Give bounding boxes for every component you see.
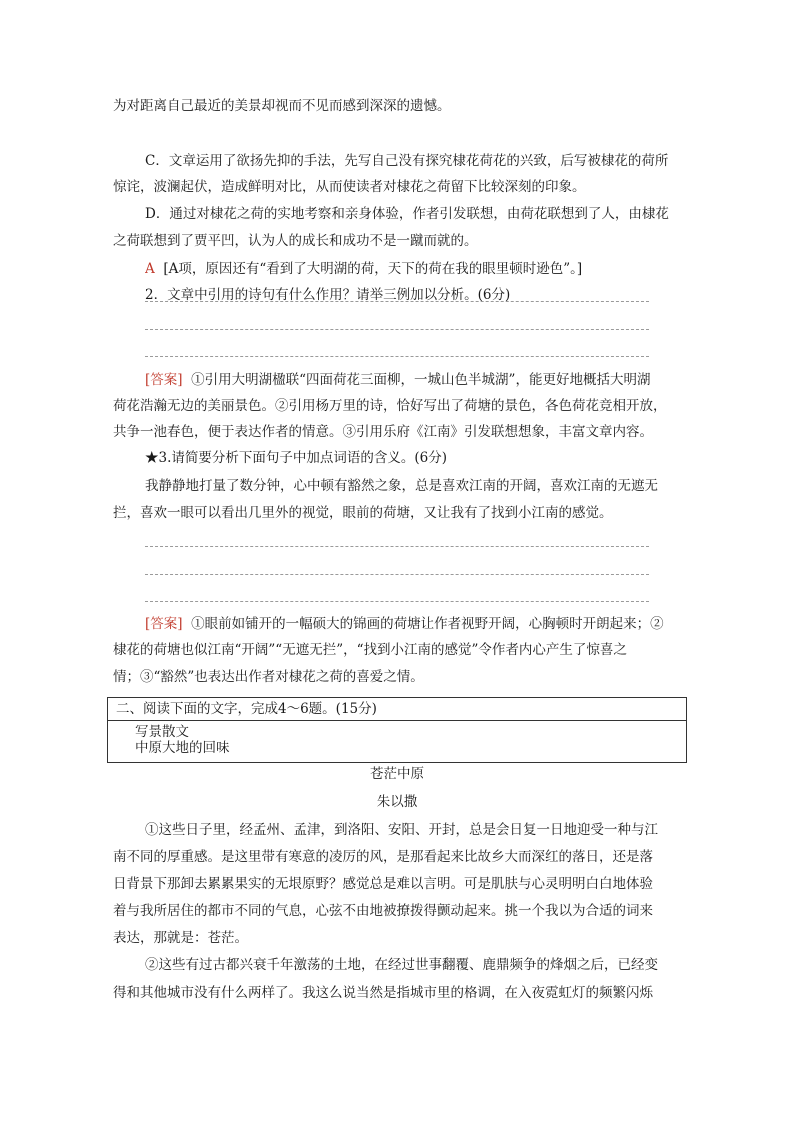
option-c-line1: C．文章运用了欲扬先抑的手法，先写自己没有探究棣花荷花的兴致，后写被棣花的荷所	[145, 153, 669, 169]
option-c-line2: 惊诧，波澜起伏，造成鲜明对比，从而使读者对棣花之荷留下比较深刻的印象。	[113, 179, 586, 195]
q2-prompt: 2．文章中引用的诗句有什么作用？请举三例加以分析。(6分)	[145, 287, 511, 303]
answer-explanation: [A项，原因还有“看到了大明湖的荷，天下的荷在我的眼里顿时逊色”。]	[163, 261, 583, 277]
q2-answer-line2: 荷花浩瀚无边的美丽景色。②引用杨万里的诗，恰好写出了荷塘的景色，各色荷花竞相开放，	[113, 398, 667, 414]
paragraph1-line3: 日背景下那卸去累累果实的无垠原野？感觉总是难以言明。可是肌肤与心灵明明白白地体验	[113, 876, 653, 892]
q3-prompt: ★3.请简要分析下面句子中加点词语的含义。(6分)	[145, 450, 448, 466]
q2-answer-line3: 共争一池春色，便于表达作者的情意。③引用乐府《江南》引发联想想象，丰富文章内容。	[113, 424, 653, 440]
answer-blank-line	[145, 356, 649, 357]
q3-quote-line1: 我静静地打量了数分钟，心中顿有豁然之象，总是喜欢江南的开阔，喜欢江南的无遮无	[145, 478, 658, 494]
q2-answer-line1	[145, 370, 685, 390]
section-theme: 中原大地的回味	[135, 740, 230, 756]
answer-blank-line	[145, 546, 649, 547]
q3-quote-line2: 拦，喜欢一眼可以看出几里外的视觉，眼前的荷塘，又让我有了找到小江南的感觉。	[113, 505, 613, 521]
q3-answer-line1	[145, 614, 685, 634]
answer-blank-line	[145, 574, 649, 575]
article-title: 苍茫中原	[370, 766, 424, 782]
section-box	[107, 697, 687, 763]
option-d-line1: D．通过对棣花之荷的实地考察和亲身体验，作者引发联想，由荷花联想到了人，由棣花	[145, 206, 669, 222]
paragraph1-line4: 着与我所居住的都市不同的气息，心弦不由地被撩拨得颤动起来。挑一个我以为合适的词来	[113, 903, 653, 919]
section-instruction: 二、阅读下面的文字，完成4～6题。(15分)	[116, 701, 377, 717]
answer-blank-line	[145, 301, 649, 302]
option-d-line2: 之荷联想到了贾平凹，认为人的成长和成功不是一蹴而就的。	[113, 233, 478, 249]
answer-tag: [答案]	[145, 372, 183, 388]
answer-text: ①引用大明湖楹联“四面荷花三面柳，一城山色半城湖”，能更好地概括大明湖	[191, 372, 651, 388]
answer-blank-line	[145, 601, 649, 602]
q3-answer-line2: 棣花的荷塘也似江南“开阔”“无遮无拦”，“找到小江南的感觉”令作者内心产生了惊喜之	[113, 642, 627, 658]
section-header	[108, 698, 686, 721]
paragraph1-line1: ①这些日子里，经孟州、孟津，到洛阳、安阳、开封，总是会日复一日地迎受一种与江	[145, 822, 658, 838]
answer-text: ①眼前如铺开的一幅硕大的锦画的荷塘让作者视野开阔，心胸顿时开朗起来；②	[191, 616, 664, 632]
q3-answer-line3: 情；③“豁然”也表达出作者对棣花之荷的喜爱之情。	[113, 669, 424, 685]
answer-blank-line	[145, 329, 649, 330]
article-author: 朱以撒	[376, 794, 418, 810]
paragraph2-line1: ②这些有过古都兴衰千年激荡的土地，在经过世事翻覆、鹿鼎频争的烽烟之后，已经变	[145, 957, 658, 973]
q1-answer	[145, 259, 685, 279]
paragraph1-line2: 南不同的厚重感。是这里带有寒意的凌厉的风，是那看起来比故乡大而深红的落日，还是落	[113, 849, 653, 865]
section-genre: 写景散文	[135, 724, 189, 740]
paragraph2-line2: 得和其他城市没有什么两样了。我这么说当然是指城市里的格调，在入夜霓虹灯的频繁闪烁	[113, 985, 653, 1001]
paragraph1-line5: 表达，那就是：苍茫。	[113, 930, 248, 946]
answer-tag: [答案]	[145, 616, 183, 632]
passage-ending: 为对距离自己最近的美景却视而不见而感到深深的遗憾。	[113, 98, 451, 114]
answer-letter: A	[145, 261, 155, 277]
